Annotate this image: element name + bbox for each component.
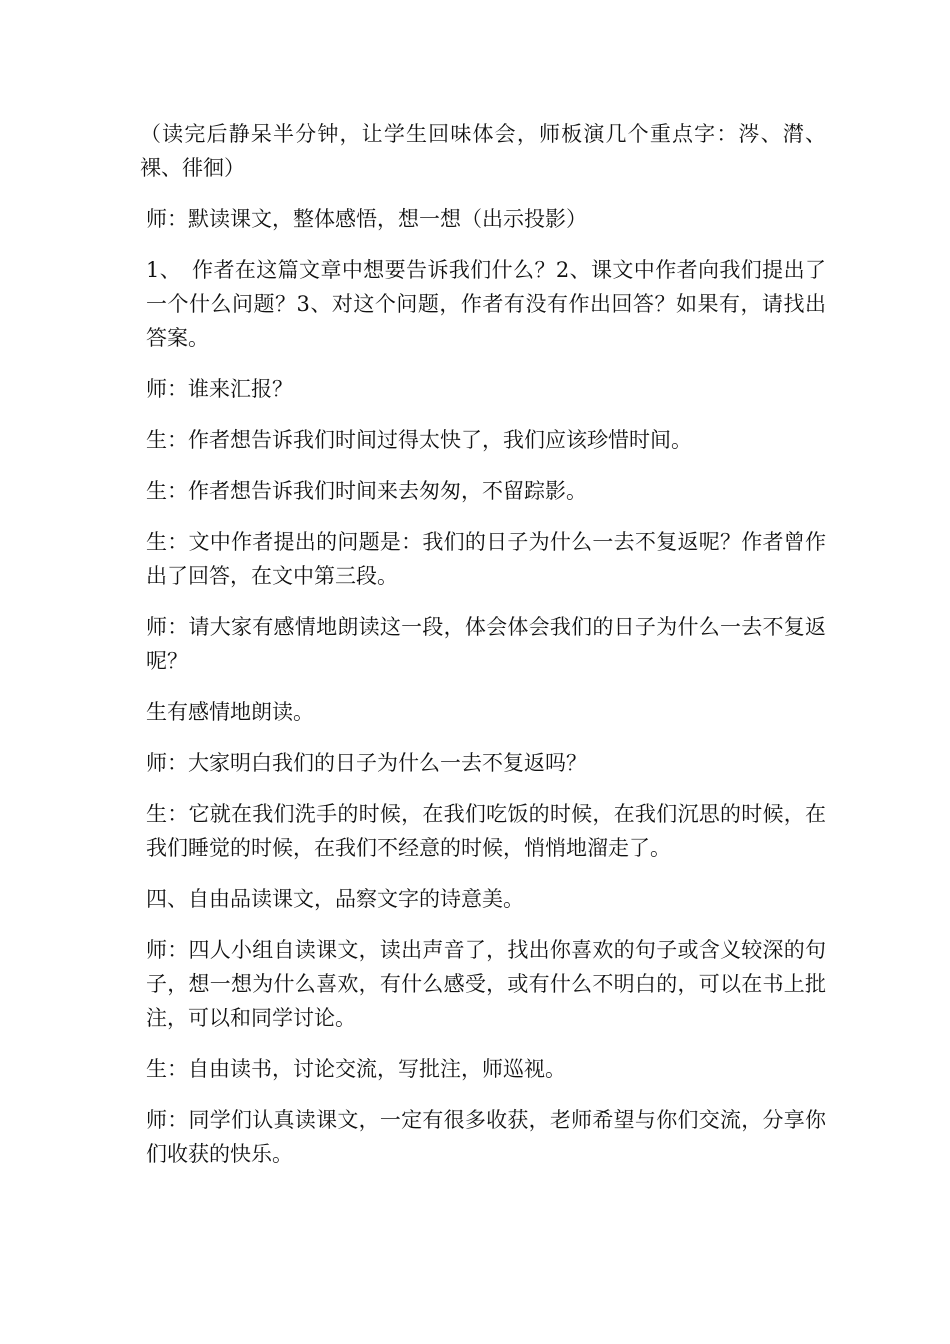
- paragraph-student-answer-4: 生：它就在我们洗手的时候，在我们吃饭的时候，在我们沉思的时候，在我们睡觉的时候，在我们不经意的时候，悄悄地溜走了。: [146, 802, 826, 860]
- paragraph-teacher-read-aloud: 师：请大家有感情地朗读这一段，体会体会我们的日子为什么一去不复返呢？: [146, 615, 826, 673]
- paragraph-student-answer-2: 生：作者想告诉我们时间来去匆匆，不留踪影。: [146, 479, 587, 503]
- paragraph-student-answer-1: 生：作者想告诉我们时间过得太快了，我们应该珍惜时间。: [146, 428, 692, 452]
- paragraph-teacher-sharing: 师：同学们认真读课文，一定有很多收获，老师希望与你们交流，分享你们收获的快乐。: [146, 1108, 826, 1166]
- paragraph-who-reports: 师：谁来汇报？: [146, 377, 293, 401]
- paragraph-silent-reading: 师：默读课文，整体感悟，想一想（出示投影）: [146, 207, 587, 231]
- paragraph-questions: 1、 作者在这篇文章中想要告诉我们什么？2、课文中作者向我们提出了一个什么问题？3、对这个问题，作者有没有作出回答？如果有，请找出答案。: [146, 258, 826, 350]
- paragraph-reading-pause: （读完后静呆半分钟，让学生回味体会，师板演几个重点字：涔、潸、裸、徘徊）: [140, 122, 826, 180]
- paragraph-teacher-question: 师：大家明白我们的日子为什么一去不复返吗？: [146, 751, 587, 775]
- section-heading-4: 四、自由品读课文，品察文字的诗意美。: [146, 887, 524, 911]
- document-body: [140, 117, 826, 1188]
- paragraph-free-reading: 生：自由读书，讨论交流，写批注，师巡视。: [146, 1057, 566, 1081]
- paragraph-students-read: 生有感情地朗读。: [146, 700, 314, 724]
- paragraph-group-reading: 师：四人小组自读课文，读出声音了，找出你喜欢的句子或含义较深的句子，想一想为什么喜欢，有什么感受，或有什么不明白的，可以在书上批注，可以和同学讨论。: [146, 938, 826, 1030]
- paragraph-student-answer-3: 生：文中作者提出的问题是：我们的日子为什么一去不复返呢？作者曾作出了回答，在文中第三段。: [146, 530, 826, 588]
